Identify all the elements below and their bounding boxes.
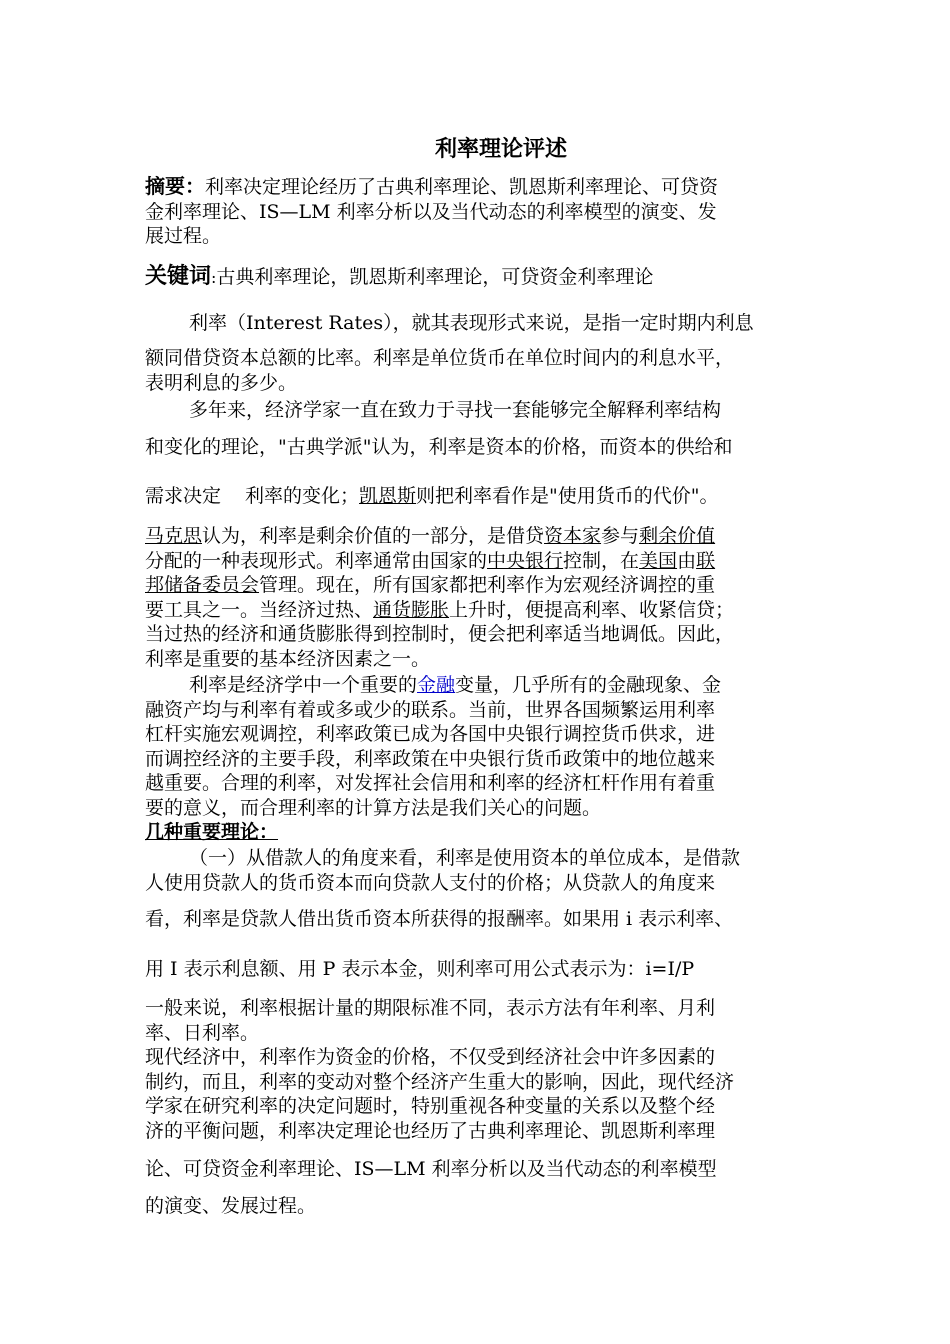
- fed-link-part-1[interactable]: 联: [696, 549, 716, 572]
- para2-line-1: 多年来，经济学家一直在致力于寻找一套能够完全解释利率结构: [189, 399, 722, 421]
- capitalist-link[interactable]: 资本家: [544, 525, 602, 547]
- document-title: 利率理论评述: [434, 136, 567, 162]
- para3-text-1: 认为，利率是剩余价值的一部分，是借贷: [202, 525, 545, 547]
- para4-line-2: 融资产均与利率有着或多或少的联系。当前，世界各国频繁运用利率: [145, 698, 716, 721]
- para3-text-5: 由: [677, 549, 697, 572]
- abstract-line-3: 展过程。: [145, 225, 222, 247]
- para7-line-3: 学家在研究利率的决定问题时，特别重视各种变量的关系以及整个经: [145, 1095, 716, 1117]
- paragraph-interest-definition-cont: [145, 346, 807, 395]
- paragraph-modern-economy-l5: [145, 1157, 807, 1182]
- para3-text-3: 分配的一种表现形式。利率通常由国家的: [145, 549, 488, 572]
- para1-line-3: 表明利息的多少。: [145, 371, 298, 394]
- para7-line-2: 制约，而且，利率的变动对整个经济产生重大的影响，因此，现代经济: [145, 1070, 735, 1093]
- paragraph-theories-intro-l3: [145, 484, 807, 509]
- central-bank-link[interactable]: 中央银行: [487, 549, 564, 572]
- formula-line: 用 I 表示利息额、用 P 表示本金，则利率可用公式表示为：i=I/P: [145, 958, 695, 980]
- section-heading: 几种重要理论：: [145, 821, 279, 843]
- para6-line-1: 一般来说，利率根据计量的期限标准不同，表示方法有年利率、月利: [145, 997, 716, 1019]
- para4-line-5: 越重要。合理的利率，对发挥社会信用和利率的经济杠杆作用有着重: [145, 772, 716, 794]
- paragraph-interest-definition: [145, 311, 807, 336]
- para4-text-2: 变量，几乎所有的金融现象、金: [455, 674, 722, 696]
- paragraph-modern-economy-l6: [145, 1194, 807, 1219]
- marx-link[interactable]: 马克思: [145, 525, 203, 547]
- paragraph-rate-types: [145, 996, 807, 1045]
- paragraph-borrower-view-l4: [145, 957, 807, 982]
- abstract-line-2: 金利率理论、IS—LM 利率分析以及当代动态的利率模型的演变、发: [145, 200, 717, 223]
- paragraph-finance-variable: [145, 673, 807, 820]
- para3-text-2: 参与: [601, 525, 640, 547]
- para5-line-1: （一）从借款人的角度来看，利率是使用资本的单位成本，是借款: [189, 847, 741, 869]
- keywords-paragraph: [145, 261, 807, 293]
- para2-line-3b: 利率的变化；: [245, 485, 360, 507]
- keynes-link[interactable]: 凯恩斯: [359, 485, 417, 507]
- paragraph-borrower-view: [145, 846, 807, 895]
- para7-line-5: 论、可贷资金利率理论、IS—LM 利率分析以及当代动态的利率模型: [145, 1158, 717, 1180]
- para4-line-4: 而调控经济的主要手段，利率政策在中央银行货币政策中的地位越来: [145, 747, 716, 770]
- para3-text-4: 控制，在: [563, 549, 640, 572]
- fed-link-part-2[interactable]: 邦储备委员会: [145, 574, 260, 596]
- para3-text-7: 要工具之一。当经济过热、: [145, 598, 374, 621]
- para5-line-3: 看，利率是贷款人借出货币资本所获得的报酬率。如果用 i 表示利率、: [145, 908, 734, 930]
- para4-text-1: 利率是经济学中一个重要的: [189, 674, 418, 696]
- surplus-value-link[interactable]: 剩余价值: [639, 525, 716, 547]
- paragraph-marx: [145, 524, 807, 671]
- para2-line-2: 和变化的理论，"古典学派"认为，利率是资本的价格，而资本的供给和: [145, 436, 733, 458]
- para1-line-1: 利率（Interest Rates），就其表现形式来说，是指一定时期内利息: [189, 312, 754, 334]
- para7-line-1: 现代经济中，利率作为资金的价格，不仅受到经济社会中许多因素的: [145, 1046, 716, 1068]
- para3-text-6: 管理。现在，所有国家都把利率作为宏观经济调控的重: [259, 574, 716, 596]
- usa-link[interactable]: 美国: [639, 549, 678, 572]
- para4-line-6: 要的意义，而合理利率的计算方法是我们关心的问题。: [145, 796, 602, 819]
- paragraph-borrower-view-l3: [145, 907, 807, 932]
- para7-line-4: 济的平衡问题，利率决定理论也经历了古典利率理论、凯恩斯利率理: [145, 1119, 716, 1142]
- para7-line-6: 的演变、发展过程。: [145, 1195, 317, 1217]
- paragraph-modern-economy: [145, 1045, 807, 1143]
- inflation-link[interactable]: 通货膨胀: [373, 598, 450, 621]
- para6-line-2: 率、日利率。: [145, 1021, 260, 1044]
- para3-line-5: 当过热的经济和通货膨胀得到控制时，便会把利率适当地调低。因此，: [145, 623, 735, 645]
- paragraph-theories-intro-l2: [145, 435, 807, 460]
- keywords-text: 古典利率理论，凯恩斯利率理论，可贷资金利率理论: [216, 266, 654, 288]
- para3-text-8: 上升时，便提高利率、收紧信贷；: [449, 598, 735, 621]
- keywords-label: 关键词: [145, 263, 212, 289]
- finance-link[interactable]: 金融: [417, 674, 456, 696]
- para4-line-3: 杠杆实施宏观调控，利率政策已成为各国中央银行调控货币供求，进: [145, 723, 716, 745]
- abstract-line-1: 利率决定理论经历了古典利率理论、凯恩斯利率理论、可贷资: [205, 176, 719, 198]
- abstract-label: 摘要：: [145, 174, 205, 198]
- paragraph-theories-intro: [145, 398, 807, 423]
- keywords-colon: :: [211, 268, 217, 287]
- para2-line-3c: 则把利率看作是"使用货币的代价"。: [416, 485, 719, 507]
- para3-line-6: 利率是重要的基本经济因素之一。: [145, 647, 431, 670]
- section-heading-block: [145, 820, 807, 845]
- para5-line-2: 人使用贷款人的货币资本而向贷款人支付的价格；从贷款人的角度来: [145, 871, 716, 894]
- para2-line-3a: 需求决定: [145, 485, 222, 507]
- abstract-paragraph: [145, 174, 807, 249]
- para1-line-2: 额同借贷资本总额的比率。利率是单位货币在单位时间内的利息水平，: [145, 347, 735, 369]
